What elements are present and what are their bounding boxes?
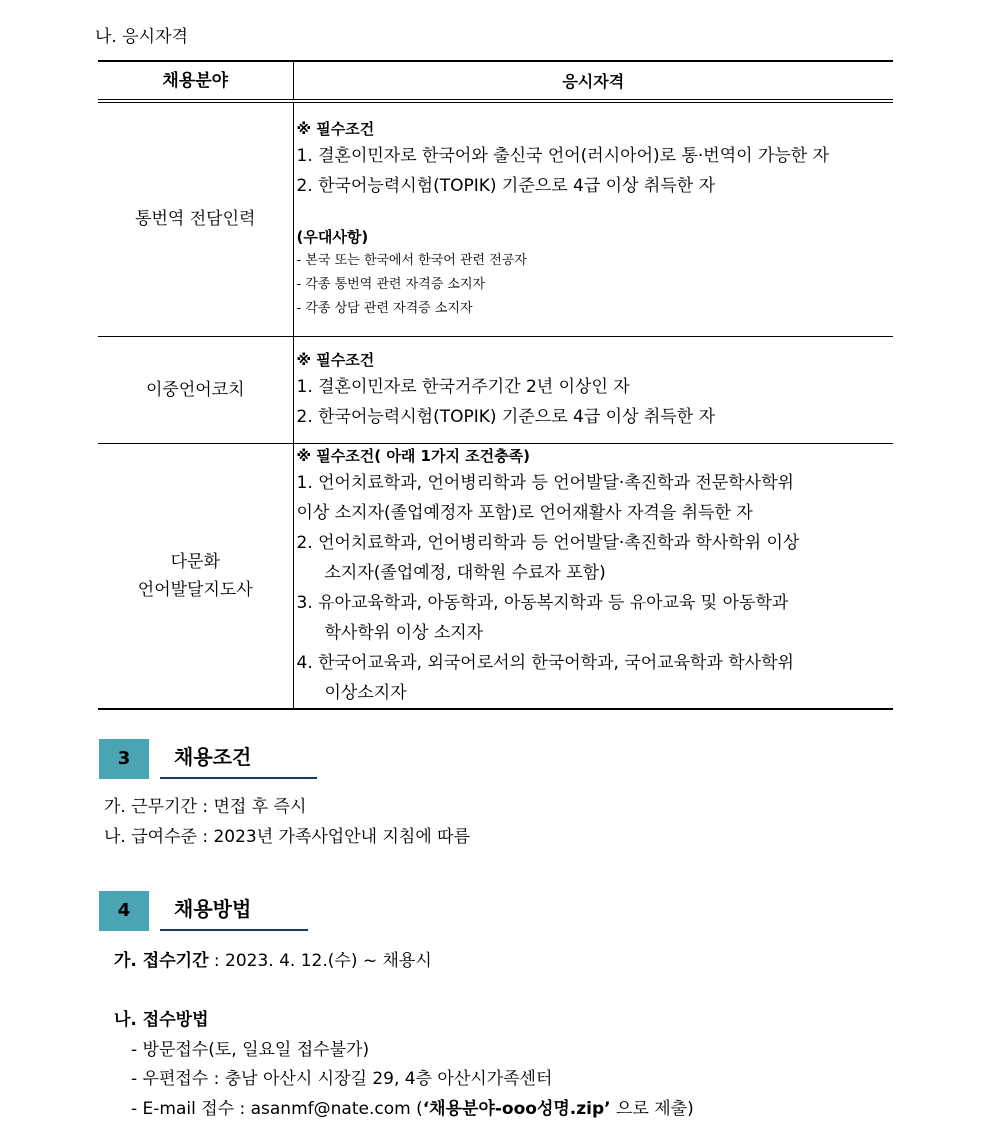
field-cell: [98, 443, 293, 709]
method-label-text: 나. 접수방법: [114, 1010, 209, 1030]
requirement-item: 1. 결혼이민자로 한국어와 출신국 언어(러시아어)로 통·번역이 가능한 자: [296, 146, 830, 167]
email-suffix: 으로 제출): [610, 1099, 694, 1119]
section-title: 채용조건: [160, 739, 317, 779]
header-qualification: 응시자격: [293, 61, 893, 101]
email-filename: ‘채용분야-ooo성명.zip’: [422, 1099, 611, 1119]
qualifications-heading: 나. 응시자격: [95, 27, 188, 47]
condition-line: 나. 급여수준 : 2023년 가족사업안내 지침에 따름: [104, 827, 470, 847]
requirement-line: 4. 한국어교육과, 외국어로서의 한국어학과, 국어교육학과 학사학위: [296, 652, 794, 673]
requirement-line: 학사학위 이상 소지자: [324, 622, 484, 643]
section-number-badge: 3: [99, 739, 149, 779]
field-line: 언어발달지도사: [137, 579, 253, 600]
requirement-line: 소지자(졸업예정, 대학원 수료자 포함): [324, 562, 606, 583]
qualification-cell: [293, 336, 893, 443]
qualification-cell: [293, 101, 893, 336]
requirement-item: 1. 결혼이민자로 한국거주기간 2년 이상인 자: [296, 376, 630, 397]
table-header-row: [98, 61, 893, 101]
required-label: ※ 필수조건: [296, 120, 375, 139]
preferred-item: - 본국 또는 한국에서 한국어 관련 전공자: [296, 253, 527, 269]
condition-line: 가. 근무기간 : 면접 후 즉시: [104, 797, 307, 817]
application-period: [114, 946, 432, 971]
email-prefix: - E-mail 접수 : asanmf@nate.com (: [131, 1099, 423, 1119]
required-label: ※ 필수조건( 아래 1가지 조건충족): [296, 446, 531, 465]
period-label: 가. 접수기간: [114, 951, 209, 971]
field-cell: 통번역 전담인력: [98, 101, 293, 336]
method-item: - 우편접수 : 충남 아산시 시장길 29, 4층 아산시가족센터: [131, 1069, 553, 1089]
section-title: 채용방법: [160, 891, 308, 931]
requirement-line: 1. 언어치료학과, 언어병리학과 등 언어발달·촉진학과 전문학사학위: [296, 472, 794, 493]
field-cell: 이중언어코치: [98, 336, 293, 443]
requirement-item: 2. 한국어능력시험(TOPIK) 기준으로 4급 이상 취득한 자: [296, 176, 715, 197]
requirement-item: 2. 한국어능력시험(TOPIK) 기준으로 4급 이상 취득한 자: [296, 406, 715, 427]
table-row: [98, 443, 893, 709]
header-field: 채용분야: [98, 61, 293, 101]
method-item: - 방문접수(토, 일요일 접수불가): [131, 1040, 370, 1060]
table-row: [98, 336, 893, 443]
requirement-line: 이상소지자: [324, 682, 407, 703]
preferred-label: (우대사항): [296, 228, 369, 247]
method-item-email: [131, 1094, 694, 1119]
preferred-item: - 각종 통번역 관련 자격증 소지자: [296, 277, 486, 293]
required-label: ※ 필수조건: [296, 350, 375, 369]
method-label: [114, 1005, 209, 1030]
requirement-line: 3. 유아교육학과, 아동학과, 아동복지학과 등 유아교육 및 아동학과: [296, 592, 789, 613]
requirement-line: 이상 소지자(졸업예정자 포함)로 언어재활사 자격을 취득한 자: [296, 502, 753, 523]
preferred-item: - 각종 상담 관련 자격증 소지자: [296, 301, 473, 317]
qualification-cell: [293, 443, 893, 709]
qualifications-table: [98, 60, 893, 710]
table-row: [98, 101, 893, 336]
requirement-line: 2. 언어치료학과, 언어병리학과 등 언어발달·촉진학과 학사학위 이상: [296, 532, 800, 553]
section-number-badge: 4: [99, 891, 149, 931]
field-line: 다문화: [170, 551, 220, 572]
period-value: : 2023. 4. 12.(수) ~ 채용시: [208, 951, 432, 971]
